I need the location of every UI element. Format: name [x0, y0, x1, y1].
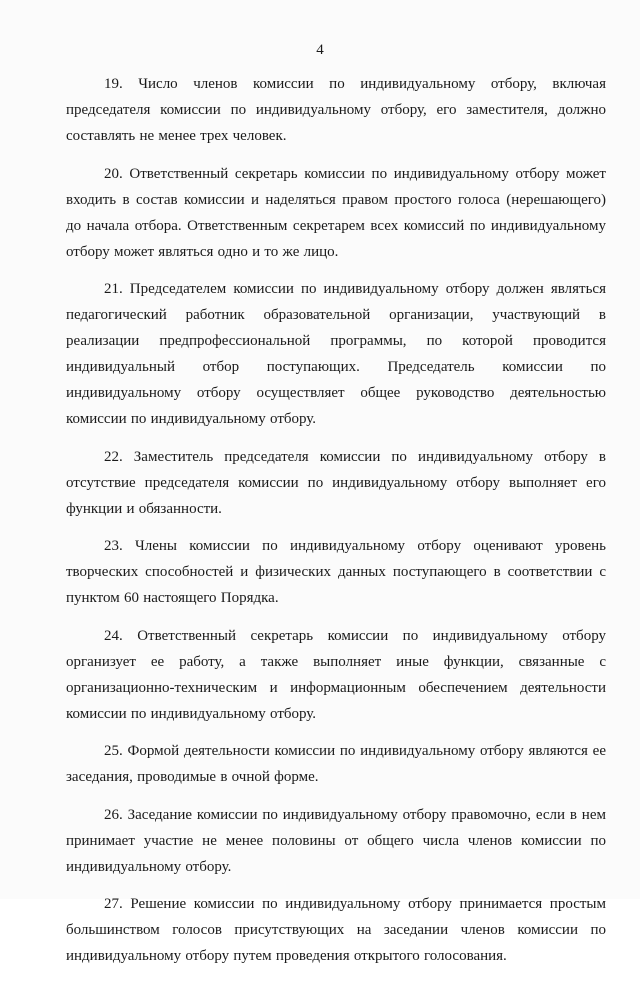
paragraph-23: 23. Члены комиссии по индивидуальному отбору оценивают уровень творческих способностей и физических данных поступающего в соответствии с пунктом 60 настоящего Порядка.	[66, 538, 606, 606]
page-number: 4	[316, 42, 324, 58]
document-body	[66, 71, 606, 981]
paragraph-20: 20. Ответственный секретарь комиссии по индивидуальному отбору может входить в состав комиссии и наделяться правом простого голоса (нерешающего) до начала отбора. Ответственным секретарем всех комиссий по индивидуальному отбору может являться одно и то же лицо.	[66, 165, 606, 260]
paragraph-26: 26. Заседание комиссии по индивидуальному отбору правомочно, если в нем принимает участие не менее половины от общего числа членов комиссии по индивидуальному отбору.	[66, 806, 606, 875]
paragraph-22: 22. Заместитель председателя комиссии по индивидуальному отбору в отсутствие председателя комиссии по индивидуальному отбору выполняет его функции и обязанности.	[66, 448, 606, 517]
paragraph-19: 19. Число членов комиссии по индивидуальному отбору, включая председателя комиссии по индивидуальному отбору, его заместителя, должно составлять не менее трех человек.	[66, 76, 606, 144]
paragraph-24: 24. Ответственный секретарь комиссии по индивидуальному отбору организует ее работу, а также выполняет иные функции, связанные с организационно-техническим и информационным обеспечением деятельности комиссии по индивидуальному отбору.	[66, 627, 606, 722]
paragraph-21: 21. Председателем комиссии по индивидуальному отбору должен являться педагогический работник образовательной организации, участвующий в реализации предпрофессиональной программы, по которой проводится индивидуальный отбор поступающих. Председатель комиссии по индивидуальному отбору осуществляет общее руководство деятельностью комиссии по индивидуальному отбору.	[66, 281, 606, 427]
paragraph-27: 27. Решение комиссии по индивидуальному отбору принимается простым большинством голосов присутствующих на заседании членов комиссии по индивидуальному отбору путем проведения открытого голосования.	[66, 896, 606, 964]
paragraph-25: 25. Формой деятельности комиссии по индивидуальному отбору являются ее заседания, проводимые в очной форме.	[66, 743, 606, 785]
